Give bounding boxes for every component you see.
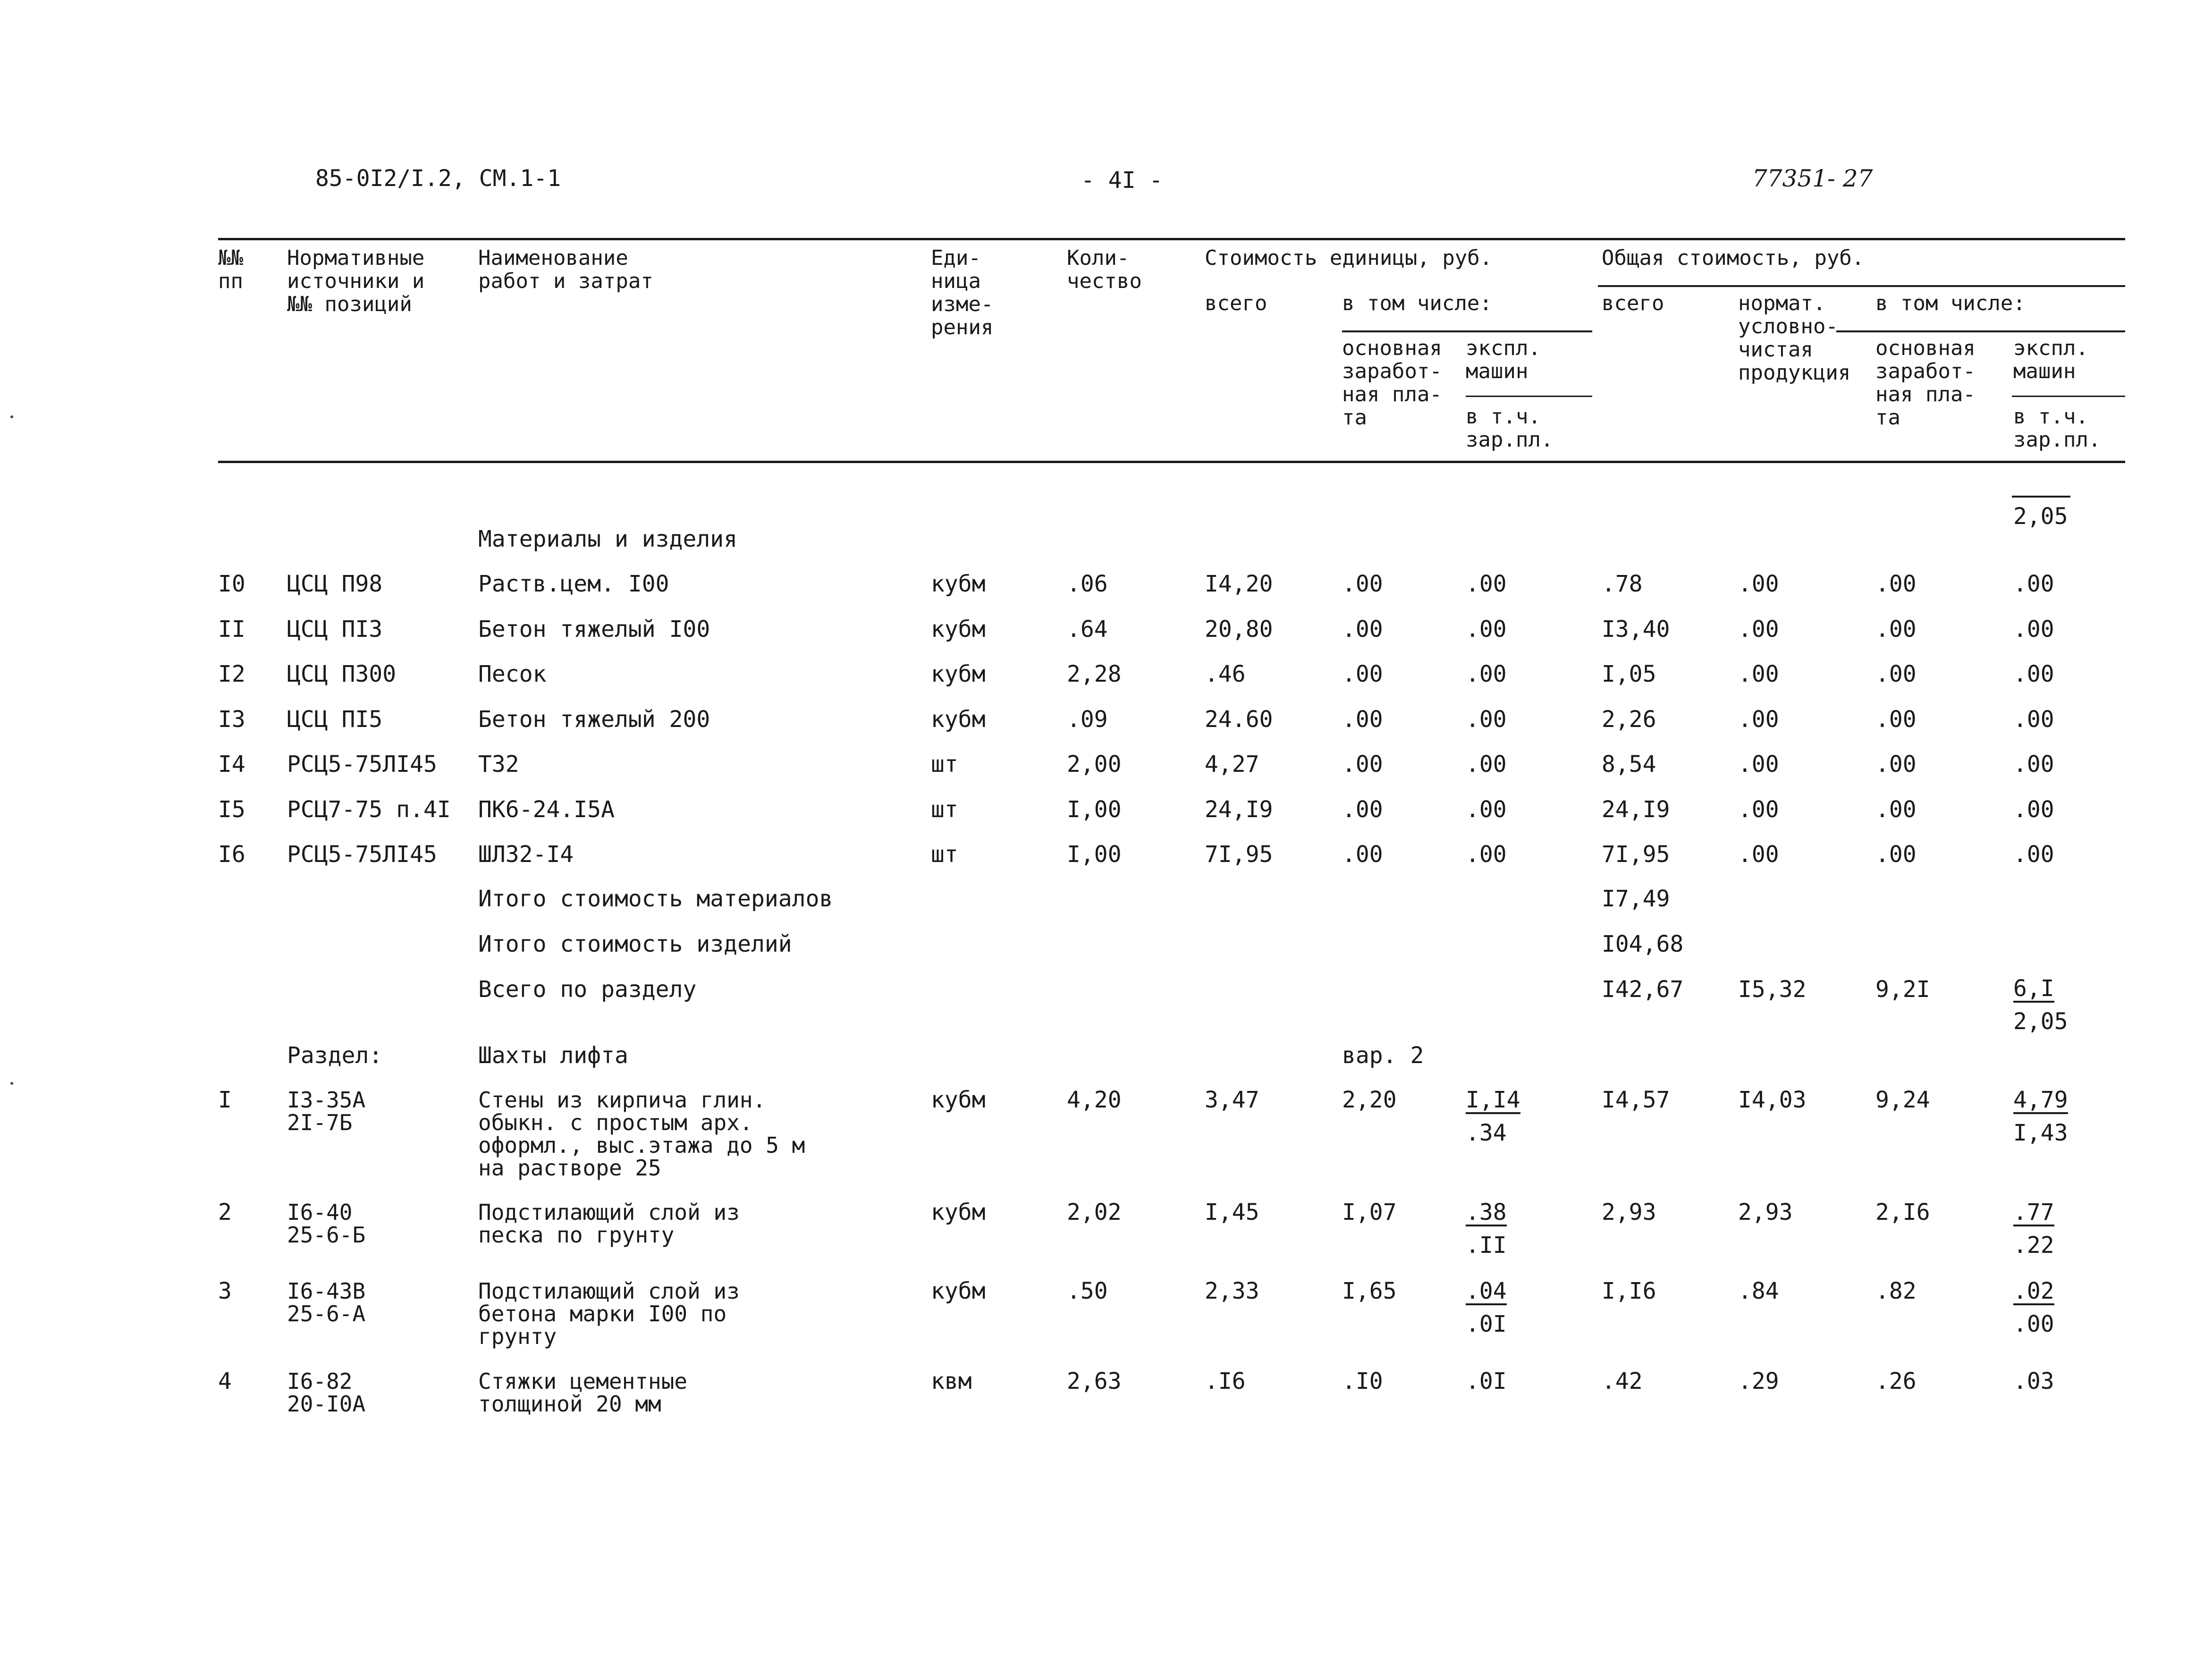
cell-src: I3-35А 2I-7Б [287, 1087, 366, 1135]
cell-total: 7I,95 [1602, 841, 1670, 868]
cell-price: 24.60 [1205, 706, 1273, 733]
cell-qty: I,00 [1067, 841, 1122, 868]
total-incl-rule [1836, 330, 2125, 332]
header-total-norm: нормат. условно- чистая продукция [1738, 291, 1851, 385]
cell-n: 2 [218, 1199, 232, 1225]
cell-src: РСЦ5-75ЛI45 [287, 751, 437, 777]
cell-src: ЦСЦ П98 [287, 571, 383, 597]
cell-name: Бетон тяжелый I00 [478, 616, 710, 642]
cell-name: Подстилающий слой из бетона марки I00 по грунту [478, 1278, 740, 1349]
cell-wage: .00 [1342, 571, 1383, 597]
cell-twage: .00 [1875, 661, 1917, 687]
cell-price: 24,I9 [1205, 796, 1273, 823]
cell-mach: .00 [1466, 661, 1507, 687]
cell-total: 8,54 [1602, 751, 1656, 777]
section-wage-value: 9,2I [1875, 976, 1930, 1003]
header-number: №№ пп [218, 246, 243, 293]
cell-tmach: .00 [2013, 661, 2054, 687]
cell-norm: .29 [1738, 1368, 1779, 1394]
cell-total: I,05 [1602, 661, 1656, 687]
cell-name: Стены из кирпича глин. обыкн. с простым арх. оформл., выс.этажа до 5 м на растворе 25 [478, 1087, 805, 1181]
cell-src: РСЦ5-75ЛI45 [287, 841, 437, 868]
cell-src: ЦСЦ ПI5 [287, 706, 383, 733]
cell-norm: .00 [1738, 841, 1779, 868]
cell-tmach: 4,79 [2013, 1087, 2068, 1113]
header-total-mach: экспл. машин [2013, 336, 2088, 383]
cell-unit: кубм [931, 571, 986, 597]
cell-price: 2,33 [1205, 1278, 1259, 1304]
cell-tmach: .00 [2013, 751, 2054, 777]
section-mach-wage-value: 2,05 [2013, 1008, 2068, 1035]
cell-n: I4 [218, 751, 245, 777]
cell-total: 2,93 [1602, 1199, 1656, 1225]
cell-name: ПК6-24.I5А [478, 796, 615, 823]
cell-src: ЦСЦ ПI3 [287, 616, 383, 642]
cell-price: I,45 [1205, 1199, 1259, 1225]
section-mach-value: 6,I [2013, 975, 2054, 1002]
cell-twage: .26 [1875, 1368, 1917, 1394]
cell-wage: .00 [1342, 661, 1383, 687]
cell-wage: .00 [1342, 706, 1383, 733]
cell-price: I4,20 [1205, 571, 1273, 597]
cell-wage: 2,20 [1342, 1087, 1397, 1113]
total-cost-rule [1598, 285, 2125, 287]
section-variant: вар. 2 [1342, 1042, 1424, 1069]
cell-wage: .00 [1342, 751, 1383, 777]
cell-mach: .00 [1466, 571, 1507, 597]
total-mach-rule [2012, 396, 2125, 397]
cell-unit: кубм [931, 1087, 986, 1113]
header-total-cost: Общая стоимость, руб. [1602, 246, 1865, 270]
cell-tmach: .03 [2013, 1368, 2054, 1394]
cell-norm: .00 [1738, 796, 1779, 823]
cell-wage: I,07 [1342, 1199, 1397, 1225]
cell-mach: .00 [1466, 706, 1507, 733]
cell-qty: 2,02 [1067, 1199, 1122, 1225]
page-number: - 4I - [1081, 167, 1163, 194]
cell-unit: шт [931, 796, 958, 823]
header-total-wage: основная заработ- ная пла- та [1875, 336, 1976, 430]
header-source: Нормативные источники и №№ позиций [287, 246, 425, 316]
cell-name: ШЛ32-I4 [478, 841, 574, 868]
cell-total: I,I6 [1602, 1278, 1656, 1304]
cell-price: 4,27 [1205, 751, 1259, 777]
cell-unit: шт [931, 751, 958, 777]
cell-qty: .09 [1067, 706, 1108, 733]
cell-src: РСЦ7-75 п.4I [287, 796, 451, 823]
cell-norm: .00 [1738, 616, 1779, 642]
margin-speck [10, 415, 13, 418]
materials-title: Материалы и изделия [478, 526, 738, 552]
cell-tmach-wage: .00 [2013, 1311, 2054, 1337]
header-unit: Еди- ница изме- рения [931, 246, 994, 339]
cell-tmach-wage: I,43 [2013, 1120, 2068, 1146]
cell-twage: .00 [1875, 571, 1917, 597]
cell-name: Бетон тяжелый 200 [478, 706, 710, 733]
cell-wage: .00 [1342, 841, 1383, 868]
cell-wage: .00 [1342, 796, 1383, 823]
cell-unit: кубм [931, 1278, 986, 1304]
cell-unit: кубм [931, 616, 986, 642]
section-total-label: Всего по разделу [478, 976, 697, 1003]
cell-tmach: .00 [2013, 616, 2054, 642]
cell-mach-wage: .0I [1466, 1311, 1507, 1337]
cell-unit: кубм [931, 661, 986, 687]
cell-n: II [218, 616, 245, 642]
cell-mach-wage: .34 [1466, 1120, 1507, 1146]
cell-n: 4 [218, 1368, 232, 1394]
cell-twage: .00 [1875, 751, 1917, 777]
header-quantity: Коли- чество [1067, 246, 1142, 293]
cell-twage: 2,I6 [1875, 1199, 1930, 1225]
cell-norm: I4,03 [1738, 1087, 1807, 1113]
cell-unit: шт [931, 841, 958, 868]
cell-twage: 9,24 [1875, 1087, 1930, 1113]
cell-price: .46 [1205, 661, 1246, 687]
cell-qty: .06 [1067, 571, 1108, 597]
header-name: Наименование работ и затрат [478, 246, 653, 293]
carry-overline [2012, 496, 2070, 498]
cell-tmach: .00 [2013, 706, 2054, 733]
cell-qty: .64 [1067, 616, 1108, 642]
section-label: Раздел: [287, 1042, 383, 1069]
cell-mach: .38 [1466, 1199, 1507, 1225]
cell-mach-wage: .II [1466, 1232, 1507, 1259]
cell-n: I0 [218, 571, 245, 597]
cell-n: I2 [218, 661, 245, 687]
header-total-total: всего [1602, 291, 1664, 315]
cell-n: I [218, 1087, 232, 1113]
unit-incl-rule [1342, 330, 1592, 332]
products-total-label: Итого стоимость изделий [478, 931, 792, 957]
cell-price: 3,47 [1205, 1087, 1259, 1113]
products-total-value: I04,68 [1602, 931, 1684, 957]
header-total-mach-wage: в т.ч. зар.пл. [2013, 405, 2101, 452]
cell-norm: .84 [1738, 1278, 1779, 1304]
materials-total-value: I7,49 [1602, 886, 1670, 912]
cell-n: I5 [218, 796, 245, 823]
cell-src: ЦСЦ П300 [287, 661, 397, 687]
cell-qty: 2,00 [1067, 751, 1122, 777]
header-top-rule [218, 238, 2125, 240]
cell-mach: .00 [1466, 796, 1507, 823]
cell-norm: .00 [1738, 751, 1779, 777]
cell-mach: .0I [1466, 1368, 1507, 1394]
cell-wage: I,65 [1342, 1278, 1397, 1304]
cell-tmach: .77 [2013, 1199, 2054, 1225]
cell-norm: .00 [1738, 706, 1779, 733]
cell-twage: .82 [1875, 1278, 1917, 1304]
cell-tmach: .00 [2013, 571, 2054, 597]
cell-norm: 2,93 [1738, 1199, 1793, 1225]
cell-wage: .I0 [1342, 1368, 1383, 1394]
cell-price: 20,80 [1205, 616, 1273, 642]
carry-value: 2,05 [2013, 503, 2068, 530]
cell-total: 24,I9 [1602, 796, 1670, 823]
cell-twage: .00 [1875, 616, 1917, 642]
cell-qty: .50 [1067, 1278, 1108, 1304]
archive-stamp: 77351- 27 [1752, 165, 1873, 192]
cell-norm: .00 [1738, 661, 1779, 687]
cell-qty: 2,28 [1067, 661, 1122, 687]
cell-qty: I,00 [1067, 796, 1122, 823]
cell-unit: кубм [931, 706, 986, 733]
cell-src: I6-82 20-I0А [287, 1369, 366, 1417]
materials-total-label: Итого стоимость материалов [478, 886, 833, 912]
cell-unit: квм [931, 1368, 972, 1394]
header-unit-mach-wage: в т.ч. зар.пл. [1466, 405, 1553, 452]
cell-n: I3 [218, 706, 245, 733]
cell-tmach: .00 [2013, 796, 2054, 823]
cell-name: Стяжки цементные толщиной 20 мм [478, 1369, 688, 1417]
cell-name: Т32 [478, 751, 519, 777]
cell-mach: .04 [1466, 1278, 1507, 1304]
cell-price: .I6 [1205, 1368, 1246, 1394]
cell-twage: .00 [1875, 706, 1917, 733]
margin-speck [10, 1082, 13, 1085]
cell-norm: .00 [1738, 571, 1779, 597]
cell-mach: .00 [1466, 751, 1507, 777]
section-norm-value: I5,32 [1738, 976, 1807, 1003]
cell-name: Песок [478, 661, 547, 687]
header-unit-wage: основная заработ- ная пла- та [1342, 336, 1442, 430]
cell-total: 2,26 [1602, 706, 1656, 733]
header-unit-incl: в том числе: [1342, 291, 1492, 315]
cell-total: I4,57 [1602, 1087, 1670, 1113]
cell-qty: 2,63 [1067, 1368, 1122, 1394]
unit-mach-rule [1466, 396, 1592, 397]
cell-twage: .00 [1875, 841, 1917, 868]
cell-mach: .00 [1466, 616, 1507, 642]
header-unit-cost: Стоимость единицы, руб. [1205, 246, 1493, 270]
section-name: Шахты лифта [478, 1042, 628, 1069]
cell-src: I6-43В 25-6-А [287, 1278, 366, 1326]
header-unit-mach: экспл. машин [1466, 336, 1541, 383]
section-total-value: I42,67 [1602, 976, 1684, 1003]
cell-name: Подстилающий слой из песка по грунту [478, 1200, 740, 1248]
document-code: 85-0I2/I.2, СМ.1-1 [315, 165, 561, 192]
cell-mach: .00 [1466, 841, 1507, 868]
cell-twage: .00 [1875, 796, 1917, 823]
cell-src: I6-40 25-6-Б [287, 1200, 366, 1248]
cell-mach: I,I4 [1466, 1087, 1520, 1113]
cell-n: 3 [218, 1278, 232, 1304]
cell-qty: 4,20 [1067, 1087, 1122, 1113]
cell-total: .78 [1602, 571, 1643, 597]
cell-tmach: .00 [2013, 841, 2054, 868]
header-unit-total: всего [1205, 291, 1267, 315]
header-total-incl: в том числе: [1875, 291, 2026, 315]
cell-price: 7I,95 [1205, 841, 1273, 868]
cell-total: .42 [1602, 1368, 1643, 1394]
cell-tmach-wage: .22 [2013, 1232, 2054, 1259]
cell-n: I6 [218, 841, 245, 868]
cell-name: Раств.цем. I00 [478, 571, 669, 597]
cell-total: I3,40 [1602, 616, 1670, 642]
header-bottom-rule [218, 461, 2125, 463]
cell-wage: .00 [1342, 616, 1383, 642]
cell-unit: кубм [931, 1199, 986, 1225]
cell-tmach: .02 [2013, 1278, 2054, 1304]
